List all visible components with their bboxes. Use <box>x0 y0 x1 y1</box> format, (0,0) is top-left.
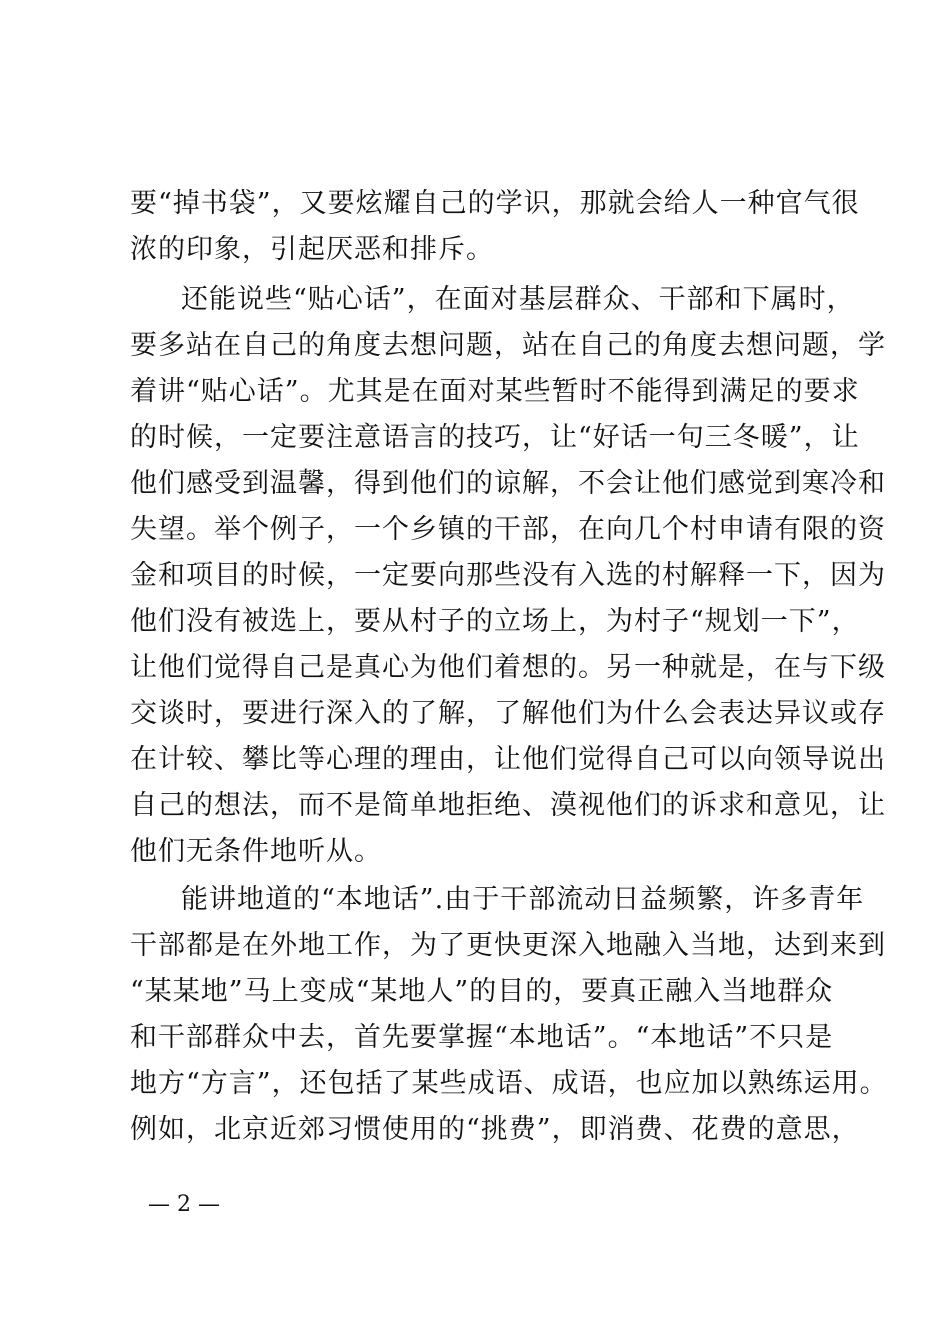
text-line: 在计较、攀比等心理的理由，让他们觉得自己可以向领导说出 <box>130 744 886 775</box>
text-line: 他们无条件地听从。 <box>130 836 382 867</box>
text-line: 例如，北京近郊习惯使用的“挑费”，即消费、花费的意思， <box>130 1114 860 1145</box>
text-line: 让他们觉得自己是真心为他们着想的。另一种就是，在与下级 <box>130 652 886 683</box>
text-line: 和干部群众中去，首先要掌握“本地话”。“本地话”不只是 <box>130 1022 834 1053</box>
text-line: 干部都是在外地工作，为了更快更深入地融入当地，达到来到 <box>130 930 886 961</box>
text-line: 地方“方言”，还包括了某些成语、成语，也应加以熟练运用。 <box>130 1068 888 1099</box>
text-line: 着讲“贴心话”。尤其是在面对某些暂时不能得到满足的要求 <box>130 376 860 407</box>
text-line: 他们没有被选上，要从村子的立场上，为村子“规划一下”， <box>130 606 860 637</box>
text-line: 金和项目的时候，一定要向那些没有入选的村解释一下，因为 <box>130 560 886 591</box>
text-line: “某某地”马上变成“某地人”的目的，要真正融入当地群众 <box>130 976 834 1007</box>
text-line: 要多站在自己的角度去想问题，站在自己的角度去想问题，学 <box>130 330 886 361</box>
text-line: 要“掉书袋”，又要炫耀自己的学识，那就会给人一种官气很 <box>130 188 860 219</box>
paragraph-start-line: 能讲地道的“本地话”.由于干部流动日益频繁，许多青年 <box>181 884 865 915</box>
text-line: 他们感受到温馨，得到他们的谅解，不会让他们感觉到寒冷和 <box>130 468 886 499</box>
paragraph-start-line: 还能说些“贴心话”，在面对基层群众、干部和下属时， <box>181 284 855 315</box>
text-line: 交谈时，要进行深入的了解，了解他们为什么会表达异议或存 <box>130 698 886 729</box>
page-number: — 2 — <box>148 1192 220 1217</box>
text-line: 浓的印象，引起厌恶和排斥。 <box>130 234 494 265</box>
text-line: 自己的想法，而不是简单地拒绝、漠视他们的诉求和意见，让 <box>130 790 886 821</box>
text-line: 的时候，一定要注意语言的技巧，让“好话一句三冬暖”，让 <box>130 422 860 453</box>
text-line: 失望。举个例子，一个乡镇的干部，在向几个村申请有限的资 <box>130 514 886 545</box>
